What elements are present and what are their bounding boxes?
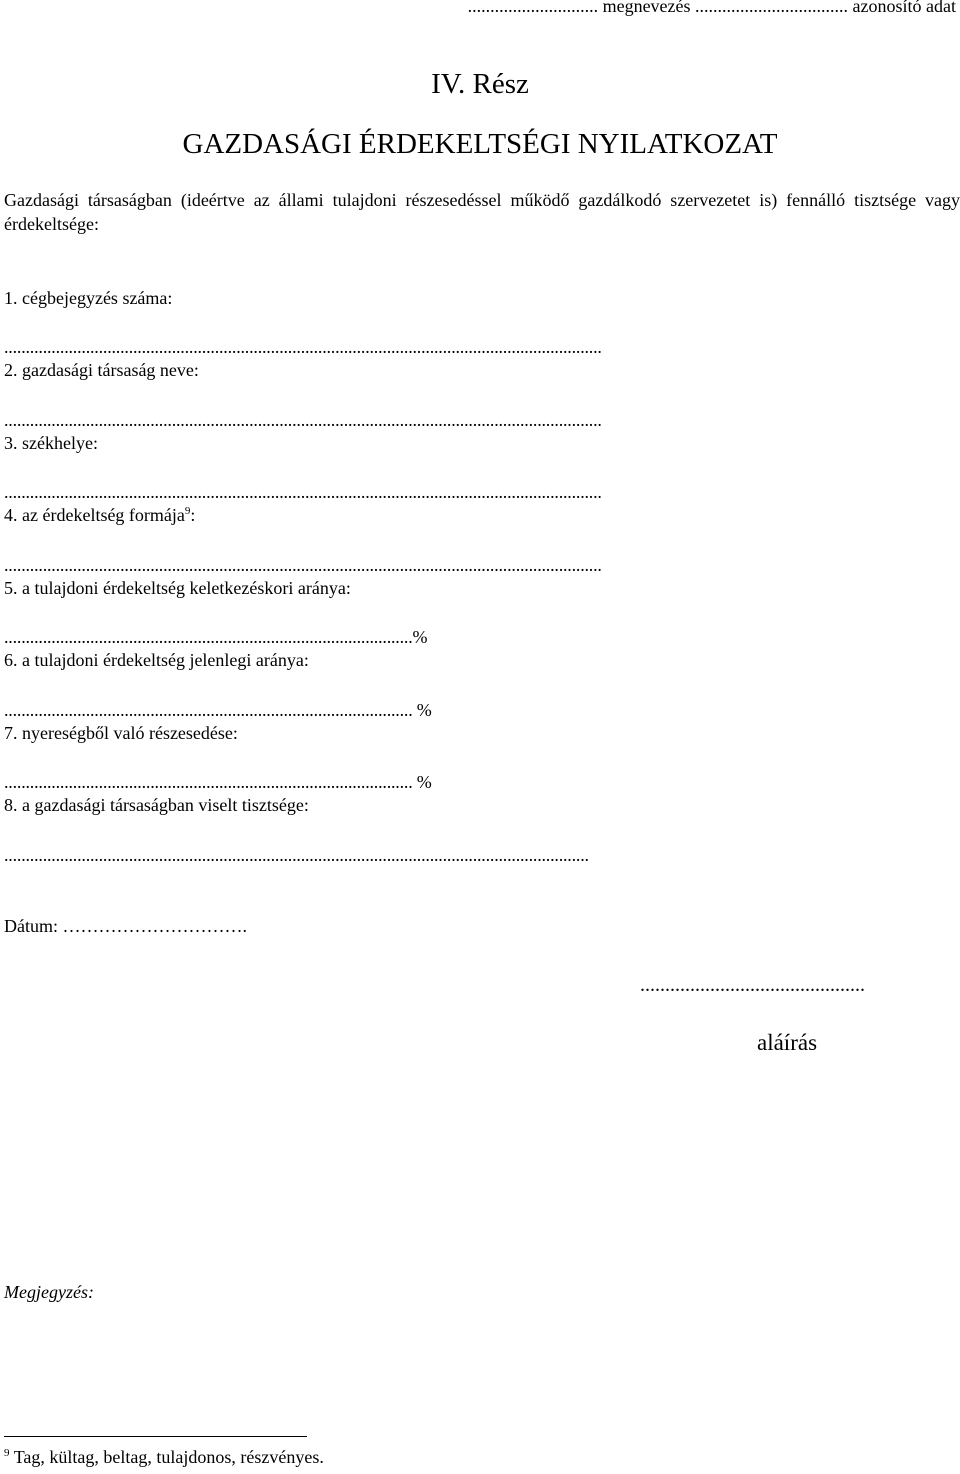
field-label-interest-form-text: 4. az érdekeltség formája [4, 505, 185, 525]
field-label-interest-form [4, 505, 195, 526]
field-blank-position-held[interactable]: ........................................................................................................................................ [4, 845, 589, 865]
date-label: Dátum: [4, 916, 58, 936]
date-line [4, 916, 247, 937]
field-blank-headquarters[interactable]: ........................................................................................................................................... [4, 482, 602, 502]
date-blank[interactable]: …………………………. [62, 916, 247, 936]
field-label-initial-ownership: 5. a tulajdoni érdekeltség keletkezéskori aránya: [4, 578, 351, 598]
field-label-headquarters: 3. székhelye: [4, 433, 98, 453]
footnote-number: 9 [4, 1447, 10, 1459]
field-label-position-held: 8. a gazdasági társaságban viselt tisztsége: [4, 795, 309, 815]
signature-line[interactable]: ............................................. [640, 974, 865, 996]
field-label-current-ownership: 6. a tulajdoni érdekeltség jelenlegi aránya: [4, 650, 309, 670]
note-label: Megjegyzés: [4, 1282, 94, 1302]
footnote-divider [4, 1436, 307, 1437]
field-blank-company-name[interactable]: ........................................................................................................................................... [4, 410, 602, 430]
intro-text: Gazdasági társaságban (ideértve az állami tulajdoni részesedéssel működő gazdálkodó szervezetet is) fennálló tisztsége vagy érdekeltsége: [4, 190, 960, 234]
field-blank-interest-form[interactable]: ........................................................................................................................................... [4, 555, 602, 575]
field-blank-current-ownership[interactable]: ............................................................................................... % [4, 700, 432, 720]
footnote-ref: 9 [184, 505, 191, 517]
page-title: GAZDASÁGI ÉRDEKELTSÉGI NYILATKOZAT [182, 128, 778, 160]
field-label-interest-form-colon: : [190, 505, 196, 525]
signature-label: aláírás [757, 1030, 818, 1055]
field-blank-company-registration[interactable]: ........................................................................................................................................... [4, 337, 602, 357]
field-label-profit-share: 7. nyereségből való részesedése: [4, 723, 238, 743]
part-label: IV. Rész [431, 68, 529, 100]
field-label-company-name: 2. gazdasági társaság neve: [4, 360, 199, 380]
document-header: ............................. megnevezés .................................. azonosító adat [467, 0, 956, 16]
field-blank-initial-ownership[interactable]: ...............................................................................................% [4, 627, 428, 647]
field-blank-profit-share[interactable]: ............................................................................................... % [4, 772, 432, 792]
footnote [4, 1447, 324, 1468]
footnote-text: Tag, kültag, beltag, tulajdonos, részvényes. [13, 1447, 324, 1467]
field-label-company-registration: 1. cégbejegyzés száma: [4, 288, 173, 308]
